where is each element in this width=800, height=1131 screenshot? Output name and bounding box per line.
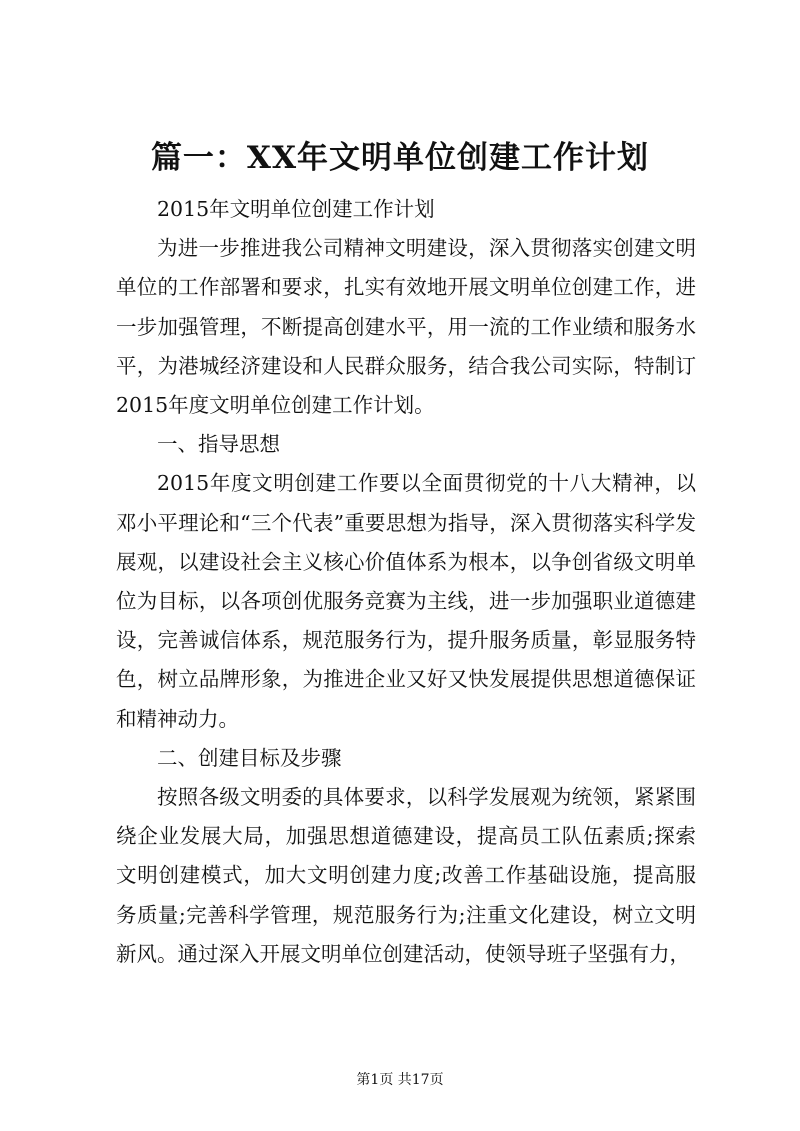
subtitle-paragraph: 2015年文明单位创建工作计划 [157, 197, 435, 221]
goals-steps-paragraph: 按照各级文明委的具体要求，以科学发展观为统领，紧紧围绕企业发展大局，加强思想道德建设，提高员工队伍素质;探索文明创建模式，加大文明创建力度;改善工作基础设施，提高服务质量;完善科学管理，规范服务行为;注重文化建设，树立文明新风。通过深入开展文明单位创建活动，使领导班子坚强有力， [116, 785, 696, 966]
guiding-thought-paragraph: 2015年度文明创建工作要以全面贯彻党的十八大精神，以邓小平理论和“三个代表”重要思想为指导，深入贯彻落实科学发展观，以建设社会主义核心价值体系为根本，以争创省级文明单位为目标，以各项创优服务竞赛为主线，进一步加强职业道德建设，完善诚信体系，规范服务行为，提升服务质量，彰显服务特色，树立品牌形象，为推进企业又好又快发展提供思想道德保证和精神动力。 [116, 471, 696, 731]
document-body [116, 190, 696, 974]
document-title: 篇一：XX年文明单位创建工作计划 [150, 140, 650, 176]
page-number-footer: 第1页 共17页 [356, 1072, 444, 1088]
intro-paragraph: 为进一步推进我公司精神文明建设，深入贯彻落实创建文明单位的工作部署和要求，扎实有效地开展文明单位创建工作，进一步加强管理，不断提高创建水平，用一流的工作业绩和服务水平，为港城经济建设和人民群众服务，结合我公司实际，特制订2015年度文明单位创建工作计划。 [116, 236, 696, 418]
section-heading-goals-steps: 二、创建目标及步骤 [157, 745, 342, 770]
section-heading-guiding-thought: 一、指导思想 [157, 432, 280, 457]
